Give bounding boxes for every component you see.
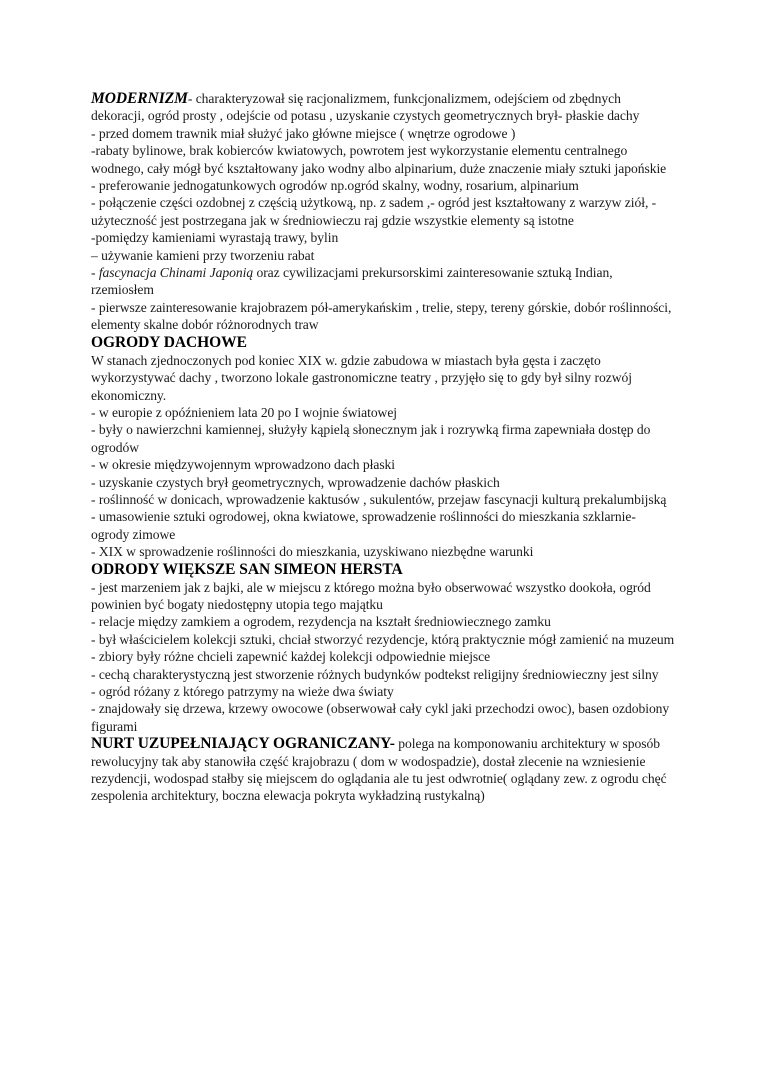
modernizm-item: - przed domem trawnik miał służyć jako główne miejsce ( wnętrze ogrodowe ) — [91, 125, 516, 141]
ogrody-dachowe-item: - w europie z opóźnieniem lata 20 po I wojnie światowej — [91, 404, 398, 420]
ogrody-dachowe-item: - roślinność w donicach, wprowadzenie kaktusów , sukulentów, przejaw fascynacji kulturą prekalumbijską — [91, 491, 667, 507]
modernizm-item: -rabaty bylinowe, brak kobierców kwiatowych, powrotem jest wykorzystanie elementu centralnego wodnego, cały mógł być kształtowany jako wodny albo alpinarium, duże znaczenie miały sztuki japońskie — [91, 143, 667, 176]
fascination-rest: oraz cywilizacjami prekursorskimi zainteresowanie sztuką Indian, rzemiosłem — [91, 265, 613, 298]
modernizm-lead-text: - charakteryzował się racjonalizmem, funkcjonalizmem, odejściem od zbędnych dekoracji, ogród prosty , odejście od potasu , uzyskanie czystych geometrycznych brył- płaskie dachy — [91, 91, 640, 124]
modernizm-item: -pomiędzy kamieniami wyrastają trawy, bylin — [91, 230, 339, 246]
nurt-lead: NURT UZUPEŁNIAJĄCY OGRANICZANY- — [91, 735, 395, 753]
modernizm-item: - połączenie części ozdobnej z częścią użytkową, np. z sadem ,- ogród jest kształtowany z warzyw ziół, - użyteczność jest postrzegana jak w średniowieczu raj gdzie wszystkie elementy są istotne — [91, 195, 657, 228]
modernizm-fascination-item — [91, 264, 676, 299]
modernizm-item: - preferowanie jednogatunkowych ogrodów np.ogród skalny, wodny, rosarium, alpinarium — [91, 178, 579, 194]
modernizm-paragraph — [91, 90, 676, 125]
ogrody-dachowe-item: - w okresie międzywojennym wprowadzono dach płaski — [91, 457, 396, 473]
ogrody-dachowe-item: W stanach zjednoczonych pod koniec XIX w. gdzie zabudowa w miastach była gęsta i zaczęto wykorzystywać dachy , tworzono lokale gastronomiczne teatry , przyjęło się to gdy był silny rozwój ekonomiczny. — [91, 352, 632, 403]
san-simeon-item: - jest marzeniem jak z bajki, ale w miejscu z którego można było obserwować wszystko dookoła, ogród powinien być bogaty niedostępny utopia tego majątku — [91, 579, 651, 612]
san-simeon-item: - zbiory były różne chcieli zapewnić każdej kolekcji odpowiednie miejsce — [91, 649, 491, 665]
ogrody-dachowe-item: - były o nawierzchni kamiennej, służyły kąpielą słonecznym jak i rozrywką firma zapewniała dostęp do ogrodów — [91, 422, 651, 455]
nurt-paragraph — [91, 735, 676, 805]
modernizm-item: - pierwsze zainteresowanie krajobrazem pół-amerykańskim , trelie, stepy, tereny górskie, dobór roślinności, elementy skalne dobór różnorodnych traw — [91, 299, 672, 333]
modernizm-lead: MODERNIZM — [91, 90, 188, 107]
modernizm-item: – używanie kamieni przy tworzeniu rabat — [91, 247, 315, 263]
san-simeon-item: - ogród różany z którego patrzymy na wieże dwa światy — [91, 684, 394, 699]
ogrody-dachowe-item: - umasowienie sztuki ogrodowej, okna kwiatowe, sprowadzenie roślinności do mieszkania szklarnie- ogrody zimowe — [91, 509, 636, 542]
ogrody-dachowe-item: - uzyskanie czystych brył geometrycznych, wprowadzenie dachów płaskich — [91, 474, 500, 490]
ogrody-dachowe-heading: OGRODY DACHOWE — [91, 333, 247, 351]
san-simeon-item: - znajdowały się drzewa, krzewy owocowe (obserwował cały cykl jaki przechodzi owoc), basen ozdobiony figurami — [91, 701, 670, 734]
san-simeon-heading: ODRODY WIĘKSZE SAN SIMEON HERSTA — [91, 560, 403, 578]
nurt-text: polega na komponowaniu architektury w sposób rewolucyjny tak aby stanowiła część krajobrazu ( dom w wodospadzie), dostał zlecenie na wzniesienie rezydencji, wodospad stałby się miejscem do oglądania ale tu jest odwrotnie( oglądany zew. z ogrodu chęć zespolenia architektury, boczna elewacja pokryta wykładziną rustykalną) — [91, 736, 667, 804]
fascination-prefix: - — [91, 265, 99, 281]
document-body — [91, 90, 676, 805]
fascination-italic: fascynacja Chinami Japonią — [98, 265, 254, 281]
san-simeon-item: - relacje między zamkiem a ogrodem, rezydencja na kształt średniowiecznego zamku — [91, 614, 551, 630]
san-simeon-item: - cechą charakterystyczną jest stworzenie różnych budynków podtekst religijny średniowieczny jest silny — [91, 666, 659, 682]
san-simeon-item: - był właścicielem kolekcji sztuki, chciał stworzyć rezydencje, którą praktycznie mógł zamienić na muzeum — [91, 631, 675, 647]
ogrody-dachowe-item: - XIX w sprowadzenie roślinności do mieszkania, uzyskiwano niezbędne warunki — [91, 544, 534, 560]
